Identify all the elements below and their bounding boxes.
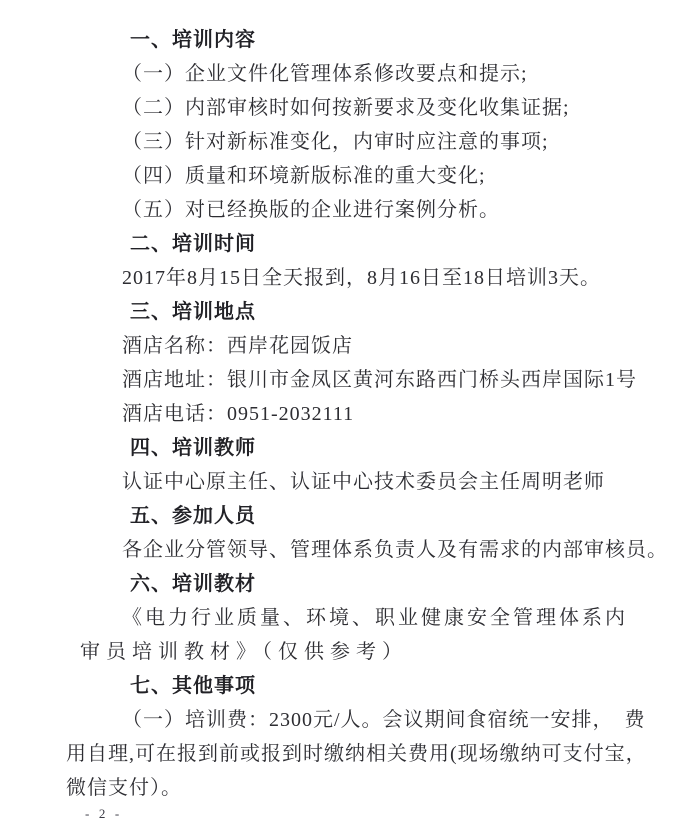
hotel-name-line: 酒店名称： 西岸花园饭店 (122, 335, 353, 357)
section-heading: 三、培训地点 (130, 301, 256, 323)
section-other-matters (66, 669, 647, 805)
section-training-time (66, 227, 630, 295)
text-line: （一）培训费： 2300 元/人。会议期间食宿统一安排， 费 (122, 709, 646, 731)
section-training-teacher (66, 431, 630, 499)
text-line: （四）质量和环境新版标准的重大变化; (122, 165, 486, 187)
section-heading: 六、培训教材 (130, 573, 256, 595)
text-line: 各企业分管领导、管理体系负责人及有需求的内部审核员。 (122, 539, 668, 561)
text-line: （一）企业文件化管理体系修改要点和提示; (122, 63, 528, 85)
section-heading: 一、培训内容 (130, 29, 256, 51)
text-line: （二）内部审核时如何按新要求及变化收集证据; (122, 97, 570, 119)
section-training-venue (66, 295, 637, 431)
section-heading: 五、参加人员 (130, 505, 256, 527)
section-heading: 七、其他事项 (130, 675, 256, 697)
page-number: - 2 - (85, 806, 122, 821)
hotel-phone-line: 酒店电话： 0951- 2032111 (122, 403, 355, 425)
text-line: （五）对已经换版的企业进行案例分析。 (122, 199, 500, 221)
section-training-content (66, 23, 630, 227)
section-heading: 四、培训教师 (130, 437, 256, 459)
text-line: 《电力行业质量、环境、职业健康安全管理体系内 (122, 607, 628, 629)
section-participants (66, 499, 668, 567)
hotel-address-line: 酒店地址： 银川市金凤区黄河东路西门桥头西岸国际 1 号 (122, 369, 637, 391)
text-line: 2017 年 8 月 15 日全天报到，8 月 16 日至 18 日培训 3 天。 (122, 267, 601, 289)
text-line: （三）针对新标准变化，内审时应注意的事项; (122, 131, 549, 153)
text-line: 认证中心原主任、认证中心技术委员会主任 周明 老师 (122, 471, 605, 493)
text-line: 微信支付）。 (66, 777, 182, 799)
section-training-materials (66, 567, 630, 669)
text-line: 用自理,可在报到前或报到时缴纳相关费用( 现场缴纳可支付宝， (66, 743, 647, 765)
section-heading: 二、培训时间 (130, 233, 256, 255)
text-line: 审员培训教材》（仅供参考） (80, 641, 408, 663)
